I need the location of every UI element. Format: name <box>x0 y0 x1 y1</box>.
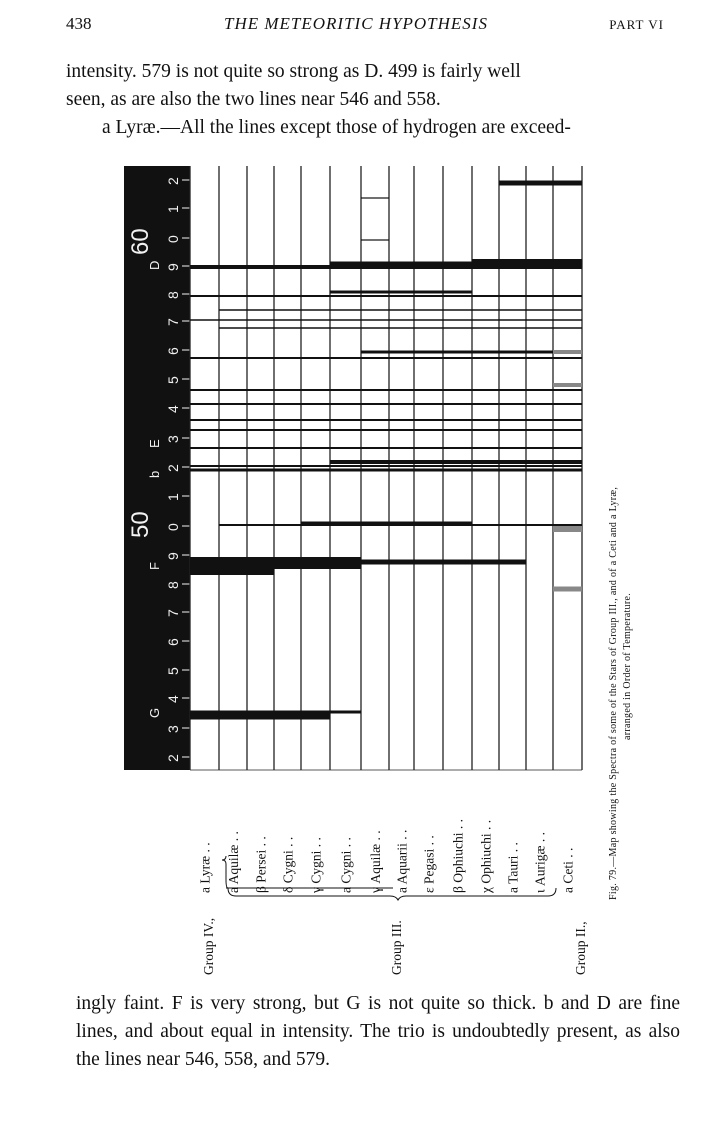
group-label: Group IV., <box>201 917 216 975</box>
paragraph-continued: ingly faint. F is very strong, but G is not quite so thick. b and D are fine lines, and about equal in intensity. The trio is undoubtedly present, as also the lines near 546, 558, and 579. <box>76 993 680 1070</box>
scale-digit: 0 <box>165 235 181 243</box>
star-label: ι Aurigæ . . <box>532 831 548 893</box>
paragraph-line-2: seen, as are also the two lines near 546 and 558. <box>66 89 441 110</box>
star-label: γ Aquilæ . . <box>368 830 383 893</box>
figure-caption-line-2: arranged in Order of Temperature. <box>622 592 633 740</box>
spectral-line <box>330 291 472 294</box>
spectral-line <box>301 522 472 525</box>
star-label: a Tauri . . <box>505 842 521 893</box>
scale-digit: 5 <box>165 667 181 675</box>
group-label: Group III. <box>389 920 404 975</box>
scale-digit: 9 <box>165 263 181 271</box>
scale-digit: 5 <box>165 376 181 384</box>
spectral-line <box>190 419 582 421</box>
spectral-line <box>472 259 582 263</box>
spectral-line <box>330 460 582 464</box>
scale-digit: 6 <box>165 347 181 355</box>
spectral-line <box>361 560 526 565</box>
spectral-line <box>190 403 582 405</box>
spectral-line <box>190 357 582 359</box>
scale-digit: 0 <box>165 523 181 531</box>
spectral-line <box>361 197 389 198</box>
spectral-line <box>190 389 582 391</box>
star-label: a Cygni . . <box>338 837 354 893</box>
star-label: γ Cygni . . <box>308 837 324 893</box>
spectral-line <box>190 711 330 720</box>
star-label: ε Pegasi . . <box>421 835 437 893</box>
scale-digit: 9 <box>165 552 181 560</box>
spectral-line <box>361 239 389 240</box>
spectral-line <box>190 447 582 449</box>
scale-digit: 3 <box>165 435 181 443</box>
scale-digit: 3 <box>165 725 181 733</box>
star-label: a Aquarii . . <box>394 829 410 893</box>
spectral-line <box>190 319 582 321</box>
figure-caption-line-1: Fig. 79.—Map showing the Spectra of some of the Stars of Group III., and of a Ceti and a Lyræ, <box>608 486 619 900</box>
scale-label-60: 60 <box>127 228 154 255</box>
scale-digit: 1 <box>165 205 181 213</box>
scale-letter: G <box>147 707 162 718</box>
scale-digits <box>165 177 181 762</box>
star-label: β Persei . . <box>253 836 269 893</box>
scale-letter: F <box>147 562 162 570</box>
page-number: 438 <box>66 14 92 33</box>
star-label: a Lyræ . . <box>197 842 213 893</box>
star-label: δ Cygni . . <box>280 836 296 893</box>
star-labels <box>198 819 576 894</box>
paragraph-line-1: intensity. 579 is not quite so strong as D. 499 is fairly well <box>66 61 521 82</box>
spectral-band-faint <box>553 587 582 592</box>
star-label: a Ceti . . <box>560 847 576 893</box>
scale-digit: 4 <box>165 695 181 703</box>
spectral-band-faint <box>553 526 582 532</box>
spectral-line <box>190 469 582 472</box>
spectral-line <box>190 295 582 297</box>
spectral-line <box>190 465 582 467</box>
star-label: a Aquilæ . . <box>226 831 241 893</box>
scale-digit: 4 <box>165 405 181 413</box>
spectral-lines <box>190 181 582 720</box>
spectral-line <box>219 309 582 311</box>
spectral-line <box>274 557 361 569</box>
spectral-line <box>219 327 582 329</box>
spectral-line <box>361 351 582 354</box>
scale-digit: 1 <box>165 493 181 501</box>
scale-digit: 2 <box>165 177 181 185</box>
scale-digit: 7 <box>165 609 181 617</box>
paragraph-alpha-lyrae-text: a Lyræ.—All the lines except those of hydrogen are exceed- <box>102 117 571 138</box>
star-label: χ Ophiuchi . . <box>478 819 494 893</box>
star-spectrum-columns <box>190 166 582 770</box>
scale-digit: 2 <box>165 754 181 762</box>
spectral-line <box>499 181 582 186</box>
scale-letter: b <box>147 470 162 478</box>
scale-letter: E <box>147 439 162 448</box>
scale-letter: D <box>147 260 162 270</box>
spectral-line <box>190 557 274 575</box>
star-label: β Ophiuchi . . <box>450 819 466 893</box>
group-label: Group II., <box>573 921 588 975</box>
scale-digit: 6 <box>165 638 181 646</box>
part-label: PART VI <box>609 17 664 32</box>
scale-digit: 2 <box>165 464 181 472</box>
spectral-line <box>330 711 361 714</box>
spectral-band-faint <box>553 383 582 387</box>
running-title: THE METEORITIC HYPOTHESIS <box>224 14 488 33</box>
scale-digit: 7 <box>165 318 181 326</box>
spectral-line <box>190 429 582 431</box>
scale-label-50: 50 <box>127 511 154 538</box>
spectral-band-faint <box>553 350 582 354</box>
scale-digit: 8 <box>165 581 181 589</box>
scale-digit: 8 <box>165 291 181 299</box>
